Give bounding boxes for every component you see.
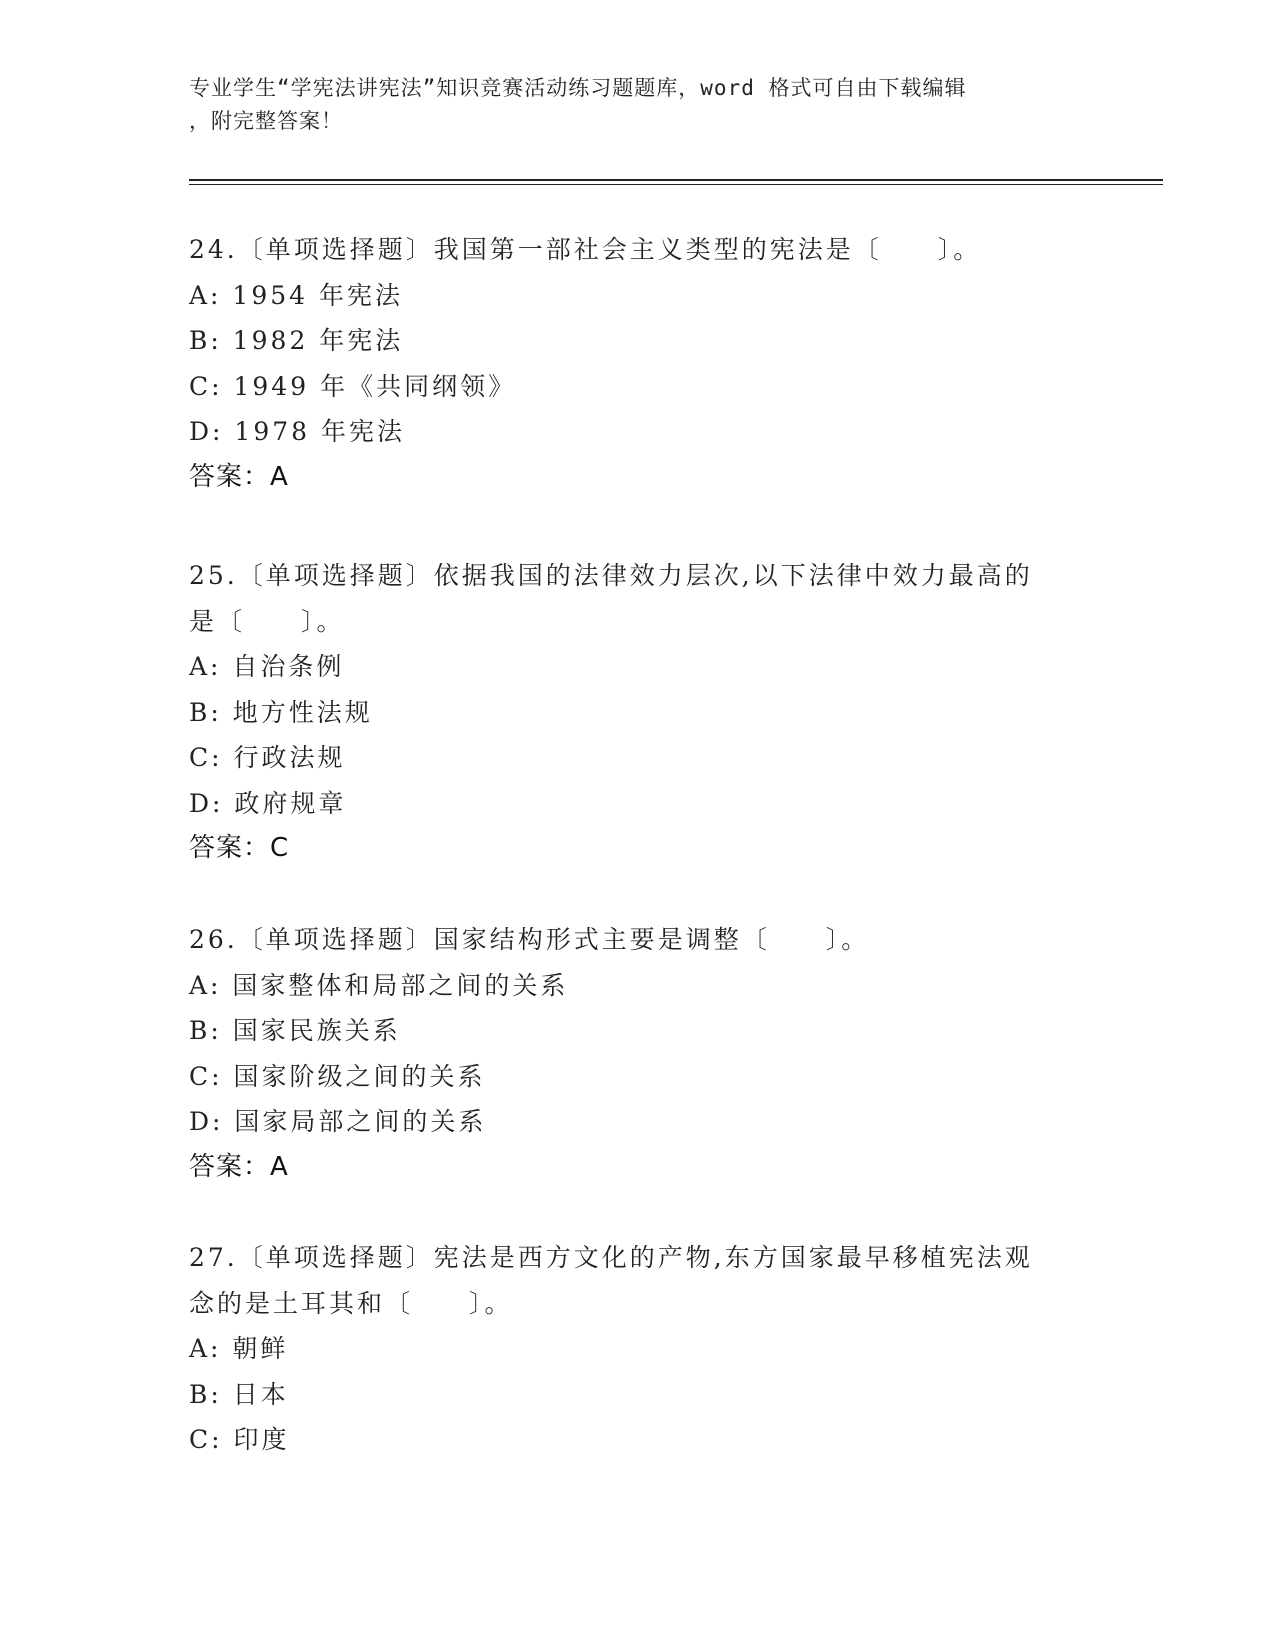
- header-line-2: ，附完整答案！: [189, 109, 343, 133]
- question-25: [189, 553, 1089, 872]
- option-c: C: 印度: [189, 1425, 290, 1454]
- question-text-continued: 是〔 〕。: [189, 606, 345, 636]
- option-a: A: 国家整体和局部之间的关系: [189, 970, 569, 1000]
- question-26: [189, 917, 1089, 1190]
- question-text: 25.〔单项选择题〕依据我国的法律效力层次,以下法律中效力最高的: [189, 561, 1033, 590]
- header-divider-thick: [189, 179, 1163, 181]
- answer: 答案：A: [189, 461, 289, 492]
- answer: 答案：A: [189, 1151, 289, 1182]
- option-c: C: 行政法规: [189, 743, 346, 772]
- option-d: D: 1978 年宪法: [189, 417, 405, 446]
- answer: 答案：C: [189, 833, 290, 863]
- option-a: A: 朝鲜: [189, 1334, 289, 1363]
- option-a: A: 1954 年宪法: [189, 280, 403, 310]
- question-24: [189, 227, 1089, 500]
- question-text-continued: 念的是土耳其和〔 〕。: [189, 1288, 513, 1318]
- option-b: B: 国家民族关系: [189, 1016, 401, 1045]
- option-b: B: 日本: [189, 1379, 289, 1409]
- option-b: B: 1982 年宪法: [189, 326, 404, 355]
- question-text: 27.〔单项选择题〕宪法是西方文化的产物,东方国家最早移植宪法观: [189, 1243, 1033, 1272]
- option-c: C: 国家阶级之间的关系: [189, 1061, 486, 1091]
- option-c: C: 1949 年《共同纲领》: [189, 371, 517, 401]
- option-d: D: 国家局部之间的关系: [189, 1107, 487, 1136]
- question-text: 24.〔单项选择题〕我国第一部社会主义类型的宪法是〔 〕。: [189, 235, 982, 264]
- header-divider-thin: [189, 184, 1163, 185]
- header-line-1: 专业学生“学宪法讲宪法”知识竞赛活动练习题题库，word 格式可自由下载编辑: [189, 76, 967, 100]
- question-text: 26.〔单项选择题〕国家结构形式主要是调整〔 〕。: [189, 925, 870, 954]
- document-header: [189, 72, 1089, 138]
- option-b: B: 地方性法规: [189, 697, 373, 727]
- question-27: [189, 1235, 1089, 1463]
- option-d: D: 政府规章: [189, 788, 347, 818]
- option-a: A: 自治条例: [189, 652, 345, 681]
